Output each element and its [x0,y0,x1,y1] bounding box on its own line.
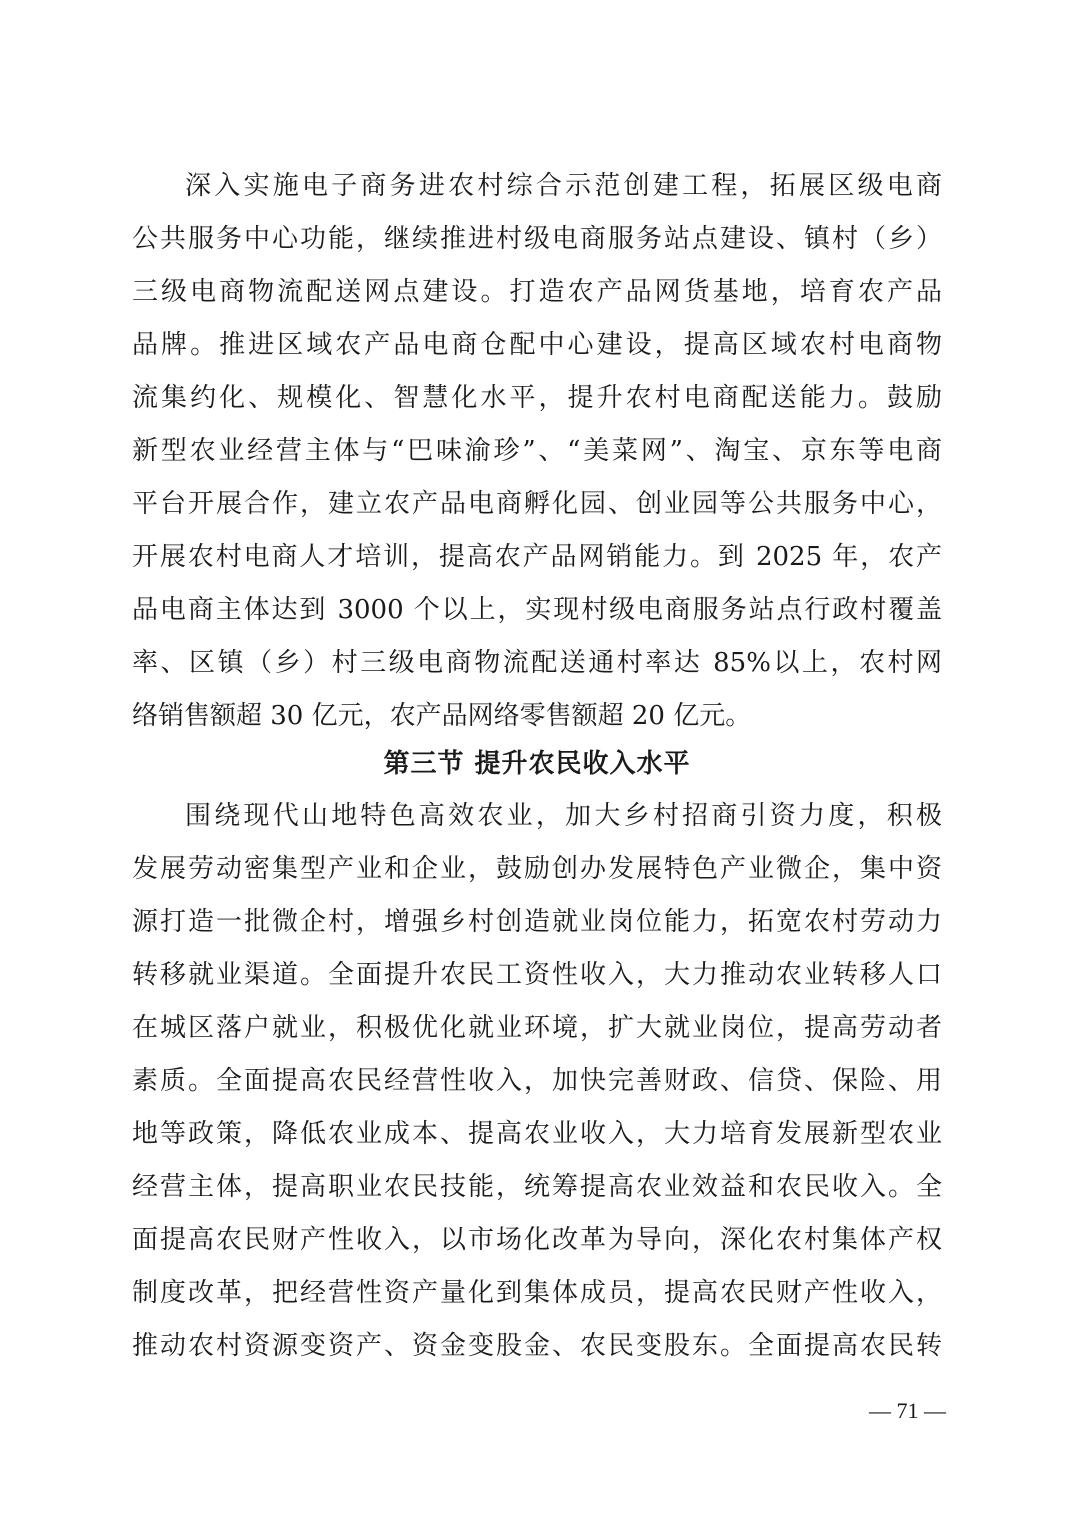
paragraph-line: 公共服务中心功能，继续推进村级电商服务站点建设、镇村（乡） [132,224,942,254]
paragraph-line: 制度改革，把经营性资产量化到集体成员，提高农民财产性收入， [132,1278,942,1308]
paragraph-income [132,790,942,1373]
paragraph-line: 素质。全面提高农民经营性收入，加快完善财政、信贷、保险、用 [132,1066,942,1096]
paragraph-line: 围绕现代山地特色高效农业，加大乡村招商引资力度，积极 [185,801,942,831]
paragraph-line: 开展农村电商人才培训，提高农产品网销能力。到 2025 年，农产 [132,542,942,572]
paragraph-line: 新型农业经营主体与“巴味渝珍”、“美菜网”、淘宝、京东等电商 [132,436,942,466]
paragraph-line: 推动农村资源变资产、资金变股金、农民变股东。全面提高农民转 [132,1331,942,1361]
paragraph-line: 发展劳动密集型产业和企业，鼓励创办发展特色产业微企，集中资 [132,854,942,884]
page-number: — 71 — [869,1398,946,1423]
paragraph-line: 面提高农民财产性收入，以市场化改革为导向，深化农村集体产权 [132,1225,942,1255]
paragraph-line: 品电商主体达到 3000 个以上，实现村级电商服务站点行政村覆盖 [132,595,942,625]
paragraph-line: 转移就业渠道。全面提升农民工资性收入，大力推动农业转移人口 [132,960,942,990]
paragraph-line: 流集约化、规模化、智慧化水平，提升农村电商配送能力。鼓励 [132,383,942,413]
paragraph-ecommerce [132,160,942,743]
paragraph-line: 三级电商物流配送网点建设。打造农产品网货基地，培育农产品 [132,277,942,307]
paragraph-line: 深入实施电子商务进农村综合示范创建工程，拓展区级电商 [185,171,942,201]
paragraph-line: 络销售额超 30 亿元，农产品网络零售额超 20 亿元。 [132,701,752,731]
paragraph-line: 在城区落户就业，积极优化就业环境，扩大就业岗位，提高劳动者 [132,1013,942,1043]
paragraph-line: 经营主体，提高职业农民技能，统筹提高农业效益和农民收入。全 [132,1172,942,1202]
paragraph-line: 率、区镇（乡）村三级电商物流配送通村率达 85%以上，农村网 [132,648,942,678]
paragraph-line: 平台开展合作，建立农产品电商孵化园、创业园等公共服务中心， [132,489,942,519]
section-heading: 第三节 提升农民收入水平 [383,749,691,779]
paragraph-line: 地等政策，降低农业成本、提高农业收入，大力培育发展新型农业 [132,1119,942,1149]
paragraph-line: 品牌。推进区域农产品电商仓配中心建设，提高区域农村电商物 [132,330,942,360]
paragraph-line: 源打造一批微企村，增强乡村创造就业岗位能力，拓宽农村劳动力 [132,907,942,937]
